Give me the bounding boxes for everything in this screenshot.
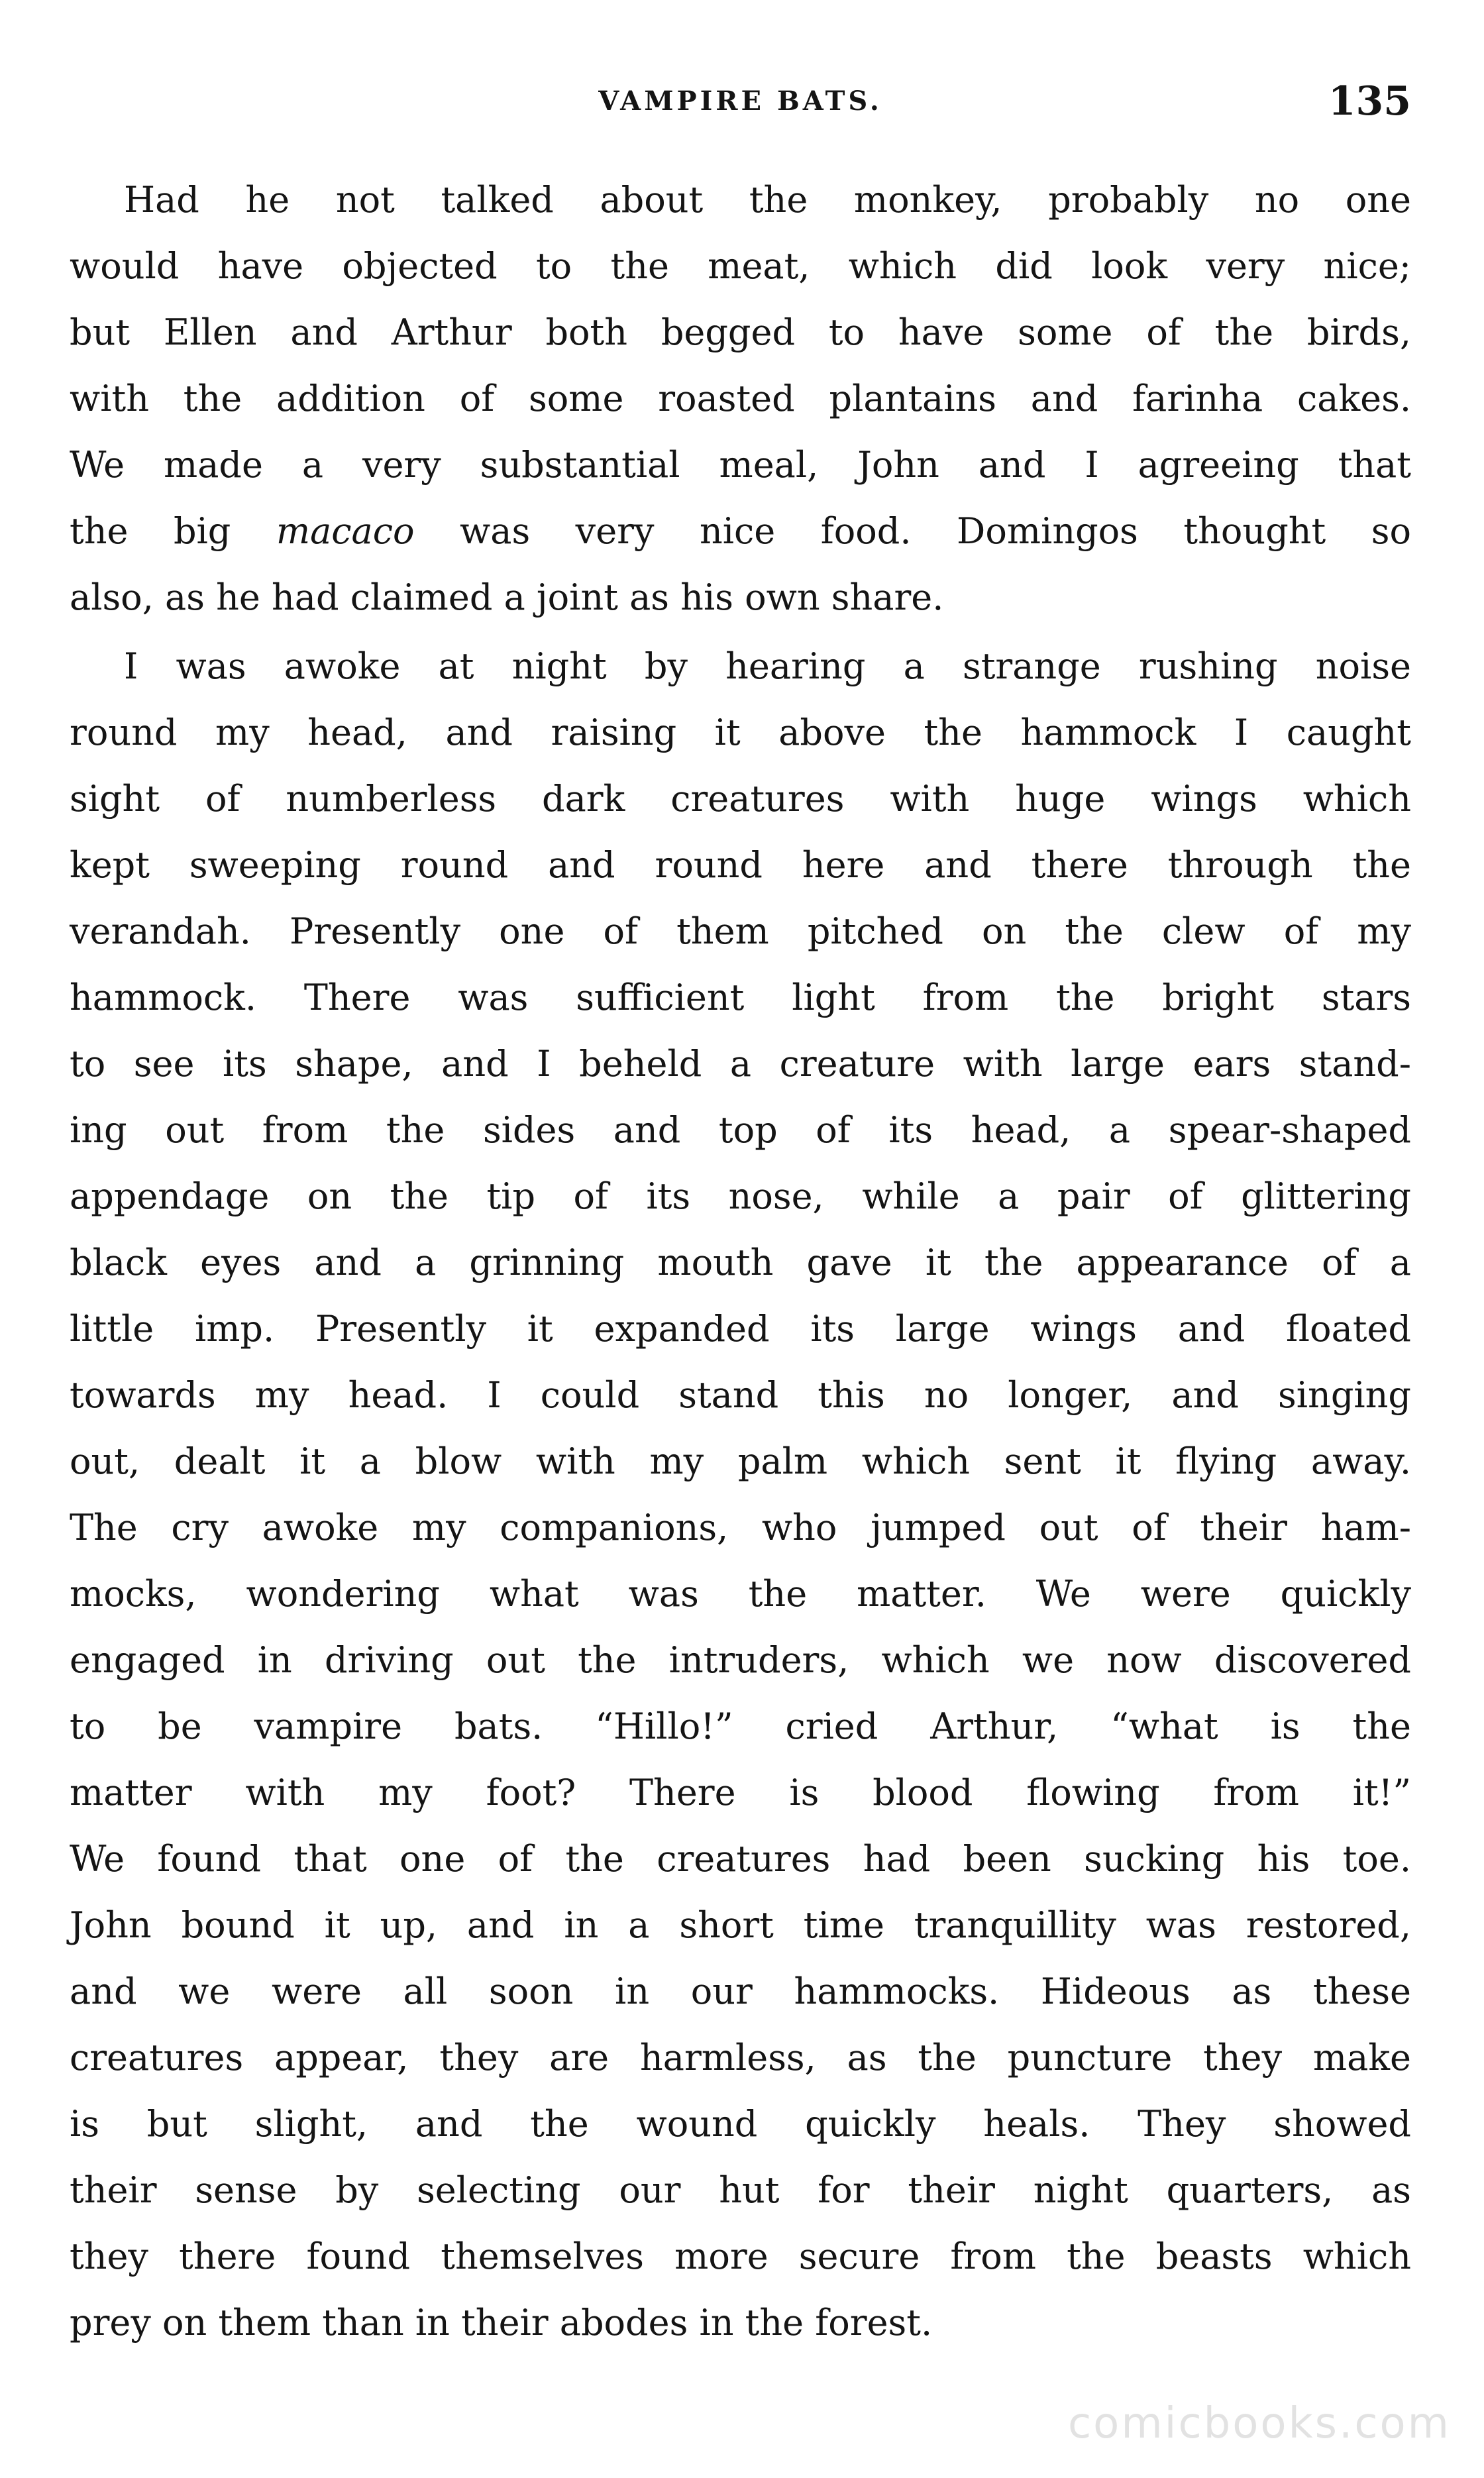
text-line: verandah. Presently one of them pitched on the clew of my bbox=[70, 910, 1411, 952]
text-line: to see its shape, and I beheld a creature with large ears stand- bbox=[70, 1043, 1411, 1085]
text-line: but Ellen and Arthur both begged to have some of the birds, bbox=[70, 311, 1411, 353]
text-line: mocks, wondering what was the matter. We were quickly bbox=[70, 1573, 1411, 1615]
text-line: would have objected to the meat, which did look very nice; bbox=[70, 245, 1411, 287]
text-line: John bound it up, and in a short time tranquillity was restored, bbox=[70, 1904, 1411, 1946]
page-number: 135 bbox=[1328, 78, 1411, 125]
text-line bbox=[70, 498, 1411, 565]
text-line: round my head, and raising it above the hammock I caught bbox=[70, 712, 1411, 753]
text-line: also, as he had claimed a joint as his own share. bbox=[70, 576, 944, 618]
text-line: matter with my foot? There is blood flowing from it!” bbox=[70, 1772, 1411, 1813]
text-line: Had he not talked about the monkey, probably no one bbox=[124, 179, 1411, 221]
text-line: with the addition of some roasted plantains and farinha cakes. bbox=[70, 378, 1411, 419]
body-text bbox=[70, 167, 1411, 2359]
text-line: We made a very substantial meal, John and I agreeing that bbox=[70, 444, 1411, 486]
text-line: their sense by selecting our hut for their night quarters, as bbox=[70, 2169, 1411, 2211]
text-line: We found that one of the creatures had been sucking his toe. bbox=[70, 1838, 1411, 1880]
text-line: I was awoke at night by hearing a strange rushing noise bbox=[124, 645, 1411, 687]
paragraph bbox=[70, 167, 1411, 631]
text-line: and we were all soon in our hammocks. Hideous as these bbox=[70, 1970, 1411, 2012]
page-header bbox=[70, 78, 1411, 125]
text-line: towards my head. I could stand this no longer, and singing bbox=[70, 1374, 1411, 1416]
text-segment: was very nice food. Domingos thought so bbox=[414, 510, 1411, 552]
text-line: out, dealt it a blow with my palm which sent it flying away. bbox=[70, 1440, 1411, 1482]
text-line: hammock. There was sufficient light from the bright stars bbox=[70, 977, 1411, 1018]
text-line: creatures appear, they are harmless, as the puncture they make bbox=[70, 2037, 1411, 2078]
text-line: kept sweeping round and round here and there through the bbox=[70, 844, 1411, 886]
text-line: prey on them than in their abodes in the forest. bbox=[70, 2302, 933, 2343]
text-line: is but slight, and the wound quickly heals. They showed bbox=[70, 2103, 1411, 2145]
text-line: engaged in driving out the intruders, which we now discovered bbox=[70, 1639, 1411, 1681]
text-line: appendage on the tip of its nose, while a pair of glittering bbox=[70, 1175, 1411, 1217]
text-line: they there found themselves more secure from the beasts which bbox=[70, 2236, 1411, 2277]
text-line: little imp. Presently it expanded its large wings and floated bbox=[70, 1308, 1411, 1350]
watermark: comicbooks.com bbox=[1067, 2399, 1451, 2448]
text-line: ing out from the sides and top of its head, a spear-shaped bbox=[70, 1109, 1411, 1151]
italic-word: macaco bbox=[276, 510, 415, 552]
text-segment: the big bbox=[70, 510, 276, 552]
text-line: The cry awoke my companions, who jumped out of their ham- bbox=[70, 1507, 1411, 1548]
text-line: sight of numberless dark creatures with huge wings which bbox=[70, 778, 1411, 820]
text-line: to be vampire bats. “Hillo!” cried Arthur, “what is the bbox=[70, 1705, 1411, 1747]
running-title: VAMPIRE BATS. bbox=[598, 85, 882, 117]
text-line: black eyes and a grinning mouth gave it the appearance of a bbox=[70, 1242, 1411, 1283]
paragraph bbox=[70, 633, 1411, 2356]
